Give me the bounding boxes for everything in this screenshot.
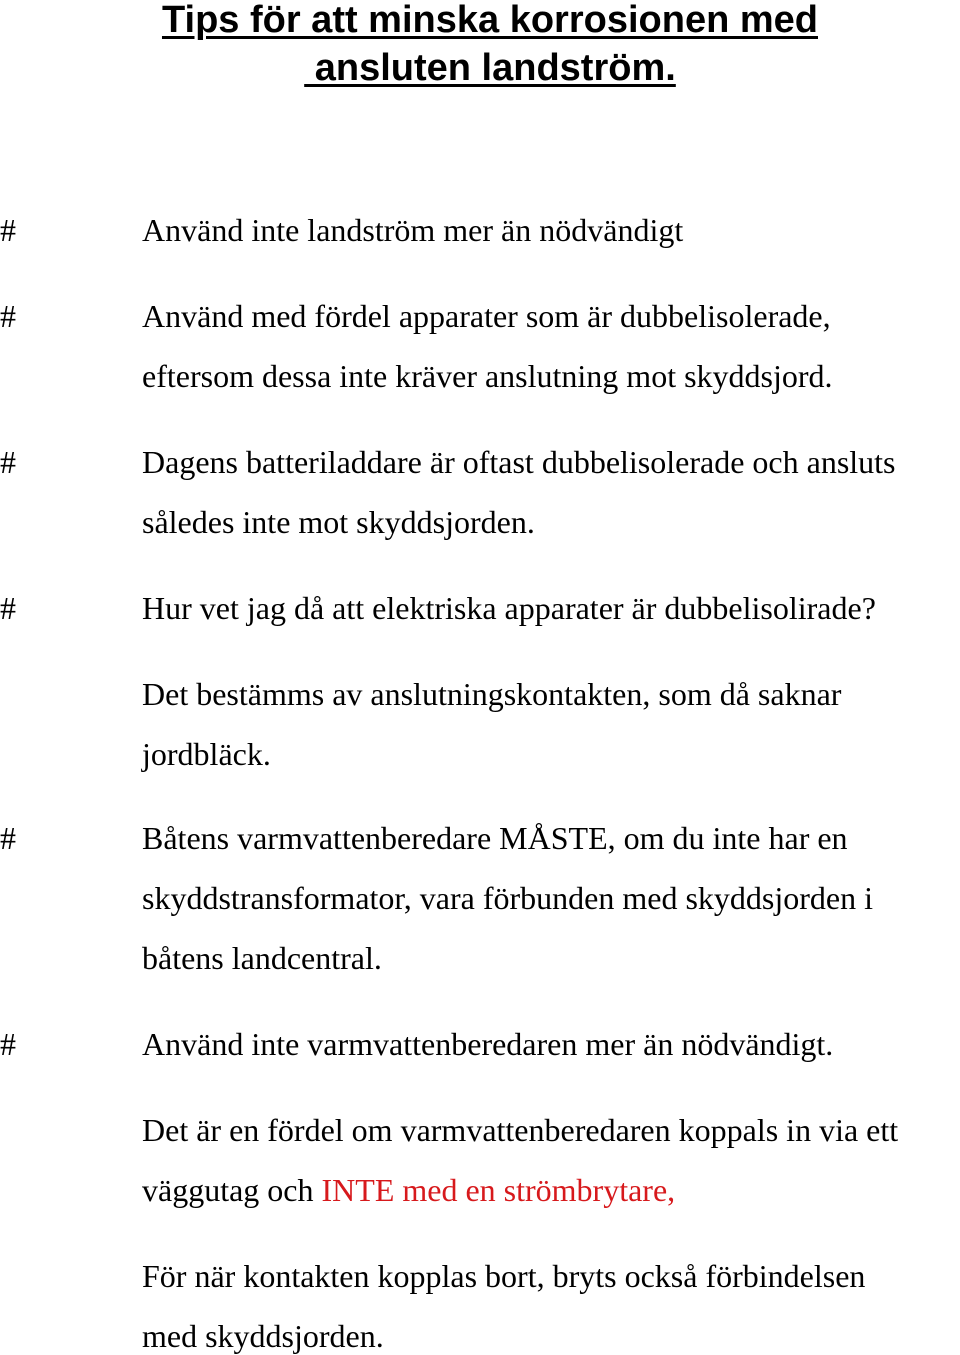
item-8-line-1: Det är en fördel om varmvattenberedaren koppals in via ett	[142, 1112, 899, 1148]
title-line-1: Tips för att minska korrosionen med	[161, 0, 818, 41]
item-6-line-1: Båtens varmvattenberedare MÅSTE, om du inte har en	[142, 820, 848, 856]
bullet-marker: #	[0, 212, 16, 248]
item-2-line-2: eftersom dessa inte kräver anslutning mot skyddsjord.	[142, 358, 833, 394]
item-7-line-1: Använd inte varmvattenberedaren mer än nödvändigt.	[142, 1026, 834, 1062]
bullet-marker: #	[0, 820, 16, 856]
item-5-line-1: Det bestämms av anslutningskontakten, som då saknar	[142, 676, 842, 712]
bullet-marker: #	[0, 1026, 16, 1062]
item-6-line-2: skyddstransformator, vara förbunden med skyddsjorden i	[142, 880, 873, 916]
bullet-marker: #	[0, 590, 16, 626]
bullet-marker: #	[0, 298, 16, 334]
item-9-line-2: med skyddsjorden.	[142, 1318, 384, 1354]
item-4-line-1: Hur vet jag då att elektriska apparater är dubbelisolirade?	[142, 590, 876, 626]
item-8-line-2-accent: INTE med en strömbrytare,	[321, 1172, 676, 1208]
page-title	[0, 0, 960, 92]
item-2-line-1: Använd med fördel apparater som är dubbelisolerade,	[142, 298, 831, 334]
item-8-line-2-text: väggutag och	[142, 1172, 322, 1208]
item-9-line-1: För när kontakten kopplas bort, bryts också förbindelsen	[142, 1258, 866, 1294]
item-6-line-3: båtens landcentral.	[142, 940, 382, 976]
item-3-line-1: Dagens batteriladdare är oftast dubbelisolerade och ansluts	[142, 444, 896, 480]
title-line-2: ansluten landström.	[304, 47, 676, 89]
item-1-line-1: Använd inte landström mer än nödvändigt	[142, 212, 684, 248]
bullet-marker: #	[0, 444, 16, 480]
item-5-line-2: jordbläck.	[142, 736, 271, 772]
item-3-line-2: således inte mot skyddsjorden.	[142, 504, 535, 540]
item-8-line-2	[142, 1172, 675, 1208]
